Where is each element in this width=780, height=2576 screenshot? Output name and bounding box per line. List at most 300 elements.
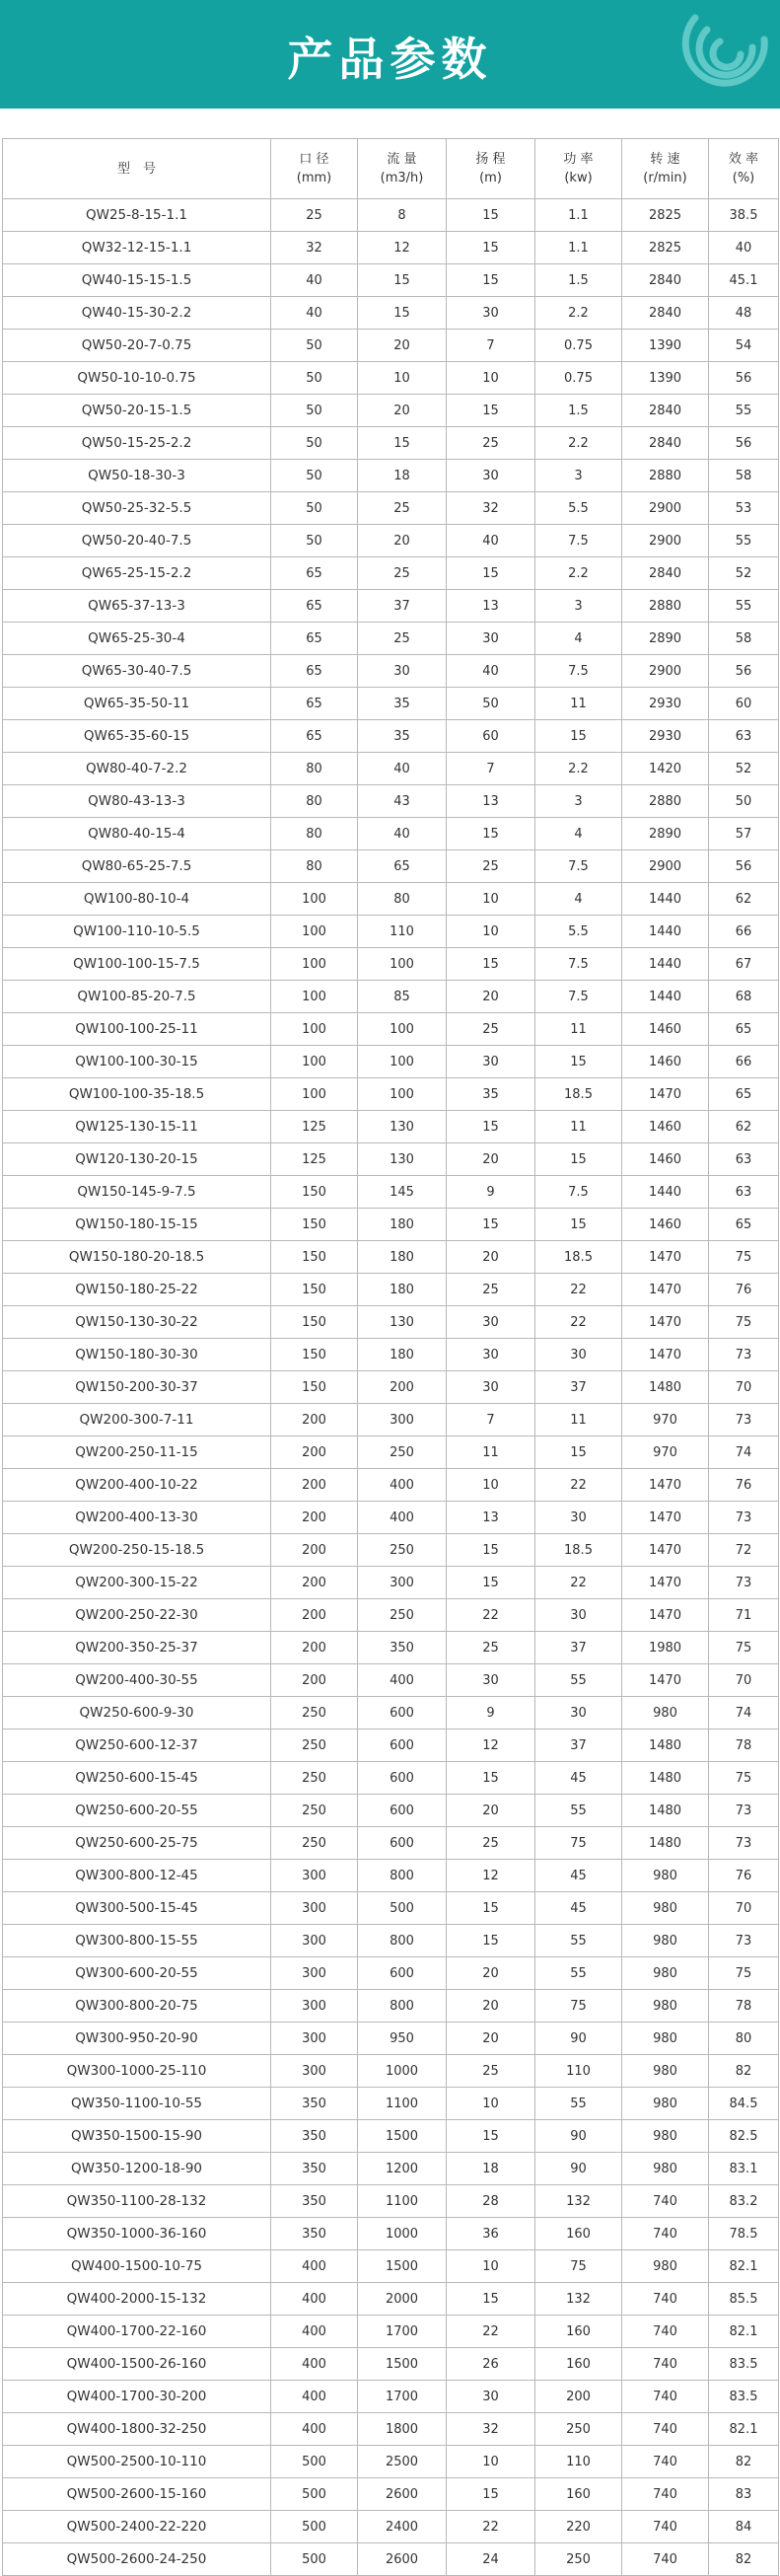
table-row	[3, 1111, 779, 1143]
table-body	[3, 199, 779, 2576]
value-cell: 180	[358, 1209, 447, 1241]
value-cell: 1000	[358, 2055, 447, 2088]
table-row	[3, 2446, 779, 2478]
value-cell: 250	[358, 1534, 447, 1567]
value-cell: 78.5	[709, 2218, 779, 2250]
value-cell: 76	[709, 1274, 779, 1306]
table-row	[3, 199, 779, 232]
value-cell: 84	[709, 2511, 779, 2543]
value-cell: 40	[271, 297, 358, 330]
column-header-label: 功 率	[563, 152, 594, 167]
value-cell: 15	[447, 232, 535, 264]
value-cell: 130	[358, 1306, 447, 1339]
value-cell: 35	[358, 720, 447, 753]
model-cell: QW100-100-30-15	[3, 1046, 271, 1078]
table-row	[3, 818, 779, 850]
value-cell: 2.2	[535, 557, 622, 590]
value-cell: 73	[709, 1795, 779, 1827]
value-cell: 100	[358, 948, 447, 981]
value-cell: 52	[709, 753, 779, 785]
model-cell: QW200-300-7-11	[3, 1404, 271, 1436]
table-row	[3, 1306, 779, 1339]
value-cell: 200	[271, 1567, 358, 1599]
value-cell: 15	[447, 1209, 535, 1241]
model-cell: QW400-1800-32-250	[3, 2413, 271, 2446]
model-cell: QW100-100-15-7.5	[3, 948, 271, 981]
value-cell: 1440	[622, 1176, 709, 1209]
value-cell: 80	[271, 818, 358, 850]
value-cell: 43	[358, 785, 447, 818]
value-cell: 800	[358, 1990, 447, 2023]
value-cell: 2840	[622, 264, 709, 297]
value-cell: 82.1	[709, 2250, 779, 2283]
table-row	[3, 1730, 779, 1762]
model-cell: QW400-1500-26-160	[3, 2348, 271, 2381]
value-cell: 56	[709, 850, 779, 883]
value-cell: 1500	[358, 2348, 447, 2381]
model-cell: QW65-35-50-11	[3, 688, 271, 720]
value-cell: 63	[709, 1143, 779, 1176]
value-cell: 20	[447, 1957, 535, 1990]
value-cell: 2880	[622, 785, 709, 818]
column-header-unit: (r/min)	[643, 171, 687, 185]
model-cell: QW150-200-30-37	[3, 1371, 271, 1404]
value-cell: 1100	[358, 2088, 447, 2120]
table-row	[3, 1827, 779, 1860]
value-cell: 2900	[622, 850, 709, 883]
value-cell: 25	[271, 199, 358, 232]
value-cell: 40	[358, 818, 447, 850]
value-cell: 75	[709, 1306, 779, 1339]
value-cell: 11	[535, 1404, 622, 1436]
value-cell: 600	[358, 1795, 447, 1827]
model-cell: QW100-110-10-5.5	[3, 916, 271, 948]
table-row	[3, 623, 779, 655]
value-cell: 980	[622, 1860, 709, 1892]
table-row	[3, 2088, 779, 2120]
value-cell: 82.1	[709, 2413, 779, 2446]
value-cell: 67	[709, 948, 779, 981]
value-cell: 30	[535, 1599, 622, 1632]
value-cell: 22	[535, 1274, 622, 1306]
value-cell: 1470	[622, 1502, 709, 1534]
value-cell: 56	[709, 427, 779, 460]
value-cell: 600	[358, 1730, 447, 1762]
value-cell: 740	[622, 2316, 709, 2348]
value-cell: 25	[358, 492, 447, 525]
value-cell: 40	[271, 264, 358, 297]
value-cell: 7.5	[535, 1176, 622, 1209]
value-cell: 200	[271, 1599, 358, 1632]
value-cell: 40	[447, 525, 535, 557]
value-cell: 28	[447, 2185, 535, 2218]
model-cell: QW350-1500-15-90	[3, 2120, 271, 2153]
value-cell: 13	[447, 1502, 535, 1534]
value-cell: 37	[535, 1730, 622, 1762]
value-cell: 50	[271, 427, 358, 460]
model-cell: QW40-15-30-2.2	[3, 297, 271, 330]
value-cell: 30	[447, 623, 535, 655]
value-cell: 55	[535, 2088, 622, 2120]
model-cell: QW300-950-20-90	[3, 2023, 271, 2055]
value-cell: 75	[535, 2250, 622, 2283]
value-cell: 9	[447, 1697, 535, 1730]
value-cell: 980	[622, 1697, 709, 1730]
column-header	[535, 139, 622, 199]
value-cell: 11	[447, 1436, 535, 1469]
value-cell: 1460	[622, 1209, 709, 1241]
value-cell: 37	[535, 1371, 622, 1404]
value-cell: 55	[535, 1925, 622, 1957]
value-cell: 500	[271, 2543, 358, 2576]
value-cell: 10	[447, 362, 535, 395]
value-cell: 18	[447, 2153, 535, 2185]
value-cell: 250	[535, 2543, 622, 2576]
model-cell: QW50-18-30-3	[3, 460, 271, 492]
value-cell: 980	[622, 2120, 709, 2153]
model-cell: QW50-25-32-5.5	[3, 492, 271, 525]
value-cell: 83.5	[709, 2348, 779, 2381]
value-cell: 62	[709, 1111, 779, 1143]
value-cell: 80	[271, 850, 358, 883]
value-cell: 1480	[622, 1371, 709, 1404]
value-cell: 2825	[622, 199, 709, 232]
table-row	[3, 2283, 779, 2316]
value-cell: 15	[447, 1762, 535, 1795]
table-row	[3, 460, 779, 492]
model-cell: QW150-180-15-15	[3, 1209, 271, 1241]
value-cell: 73	[709, 1404, 779, 1436]
model-cell: QW300-1000-25-110	[3, 2055, 271, 2088]
value-cell: 2880	[622, 590, 709, 623]
value-cell: 70	[709, 1892, 779, 1925]
value-cell: 30	[447, 1664, 535, 1697]
value-cell: 250	[358, 1599, 447, 1632]
value-cell: 71	[709, 1599, 779, 1632]
value-cell: 1460	[622, 1111, 709, 1143]
value-cell: 22	[535, 1469, 622, 1502]
value-cell: 3	[535, 590, 622, 623]
value-cell: 75	[709, 1957, 779, 1990]
model-cell: QW500-2500-10-110	[3, 2446, 271, 2478]
value-cell: 30	[447, 297, 535, 330]
value-cell: 7.5	[535, 850, 622, 883]
value-cell: 73	[709, 1567, 779, 1599]
value-cell: 0.75	[535, 362, 622, 395]
model-cell: QW100-85-20-7.5	[3, 981, 271, 1013]
value-cell: 15	[447, 1567, 535, 1599]
value-cell: 150	[271, 1306, 358, 1339]
column-header-unit: (mm)	[296, 171, 332, 185]
value-cell: 10	[447, 2250, 535, 2283]
column-header	[447, 139, 535, 199]
value-cell: 2500	[358, 2446, 447, 2478]
value-cell: 74	[709, 1436, 779, 1469]
table-row	[3, 1078, 779, 1111]
value-cell: 740	[622, 2511, 709, 2543]
value-cell: 2840	[622, 297, 709, 330]
value-cell: 740	[622, 2218, 709, 2250]
value-cell: 250	[271, 1697, 358, 1730]
value-cell: 30	[447, 2381, 535, 2413]
value-cell: 100	[358, 1078, 447, 1111]
value-cell: 54	[709, 330, 779, 362]
value-cell: 74	[709, 1697, 779, 1730]
value-cell: 18.5	[535, 1241, 622, 1274]
value-cell: 10	[358, 362, 447, 395]
model-cell: QW300-500-15-45	[3, 1892, 271, 1925]
value-cell: 15	[447, 948, 535, 981]
value-cell: 980	[622, 2250, 709, 2283]
value-cell: 7.5	[535, 948, 622, 981]
table-row	[3, 1795, 779, 1827]
table-row	[3, 1762, 779, 1795]
model-cell: QW80-65-25-7.5	[3, 850, 271, 883]
value-cell: 250	[271, 1795, 358, 1827]
value-cell: 10	[447, 916, 535, 948]
value-cell: 50	[271, 525, 358, 557]
value-cell: 25	[447, 1013, 535, 1046]
value-cell: 68	[709, 981, 779, 1013]
model-cell: QW100-80-10-4	[3, 883, 271, 916]
value-cell: 40	[358, 753, 447, 785]
model-cell: QW65-25-15-2.2	[3, 557, 271, 590]
table-row	[3, 2218, 779, 2250]
value-cell: 2890	[622, 818, 709, 850]
value-cell: 15	[535, 1209, 622, 1241]
value-cell: 11	[535, 688, 622, 720]
table-row	[3, 1925, 779, 1957]
value-cell: 1.1	[535, 232, 622, 264]
value-cell: 160	[535, 2316, 622, 2348]
value-cell: 180	[358, 1274, 447, 1306]
value-cell: 350	[271, 2120, 358, 2153]
table-row	[3, 395, 779, 427]
swirl-logo-icon	[666, 0, 774, 109]
value-cell: 15	[535, 1143, 622, 1176]
table-header-row	[3, 139, 779, 199]
value-cell: 980	[622, 2023, 709, 2055]
value-cell: 150	[271, 1241, 358, 1274]
value-cell: 2000	[358, 2283, 447, 2316]
table-row	[3, 948, 779, 981]
header-banner	[0, 0, 780, 109]
value-cell: 30	[535, 1502, 622, 1534]
value-cell: 160	[535, 2348, 622, 2381]
value-cell: 82	[709, 2055, 779, 2088]
value-cell: 400	[271, 2381, 358, 2413]
model-cell: QW350-1100-28-132	[3, 2185, 271, 2218]
model-cell: QW300-800-12-45	[3, 1860, 271, 1892]
value-cell: 980	[622, 1990, 709, 2023]
table-row	[3, 1469, 779, 1502]
model-cell: QW250-600-20-55	[3, 1795, 271, 1827]
column-header-label: 流 量	[387, 152, 417, 167]
value-cell: 11	[535, 1013, 622, 1046]
value-cell: 1200	[358, 2153, 447, 2185]
value-cell: 83.1	[709, 2153, 779, 2185]
table-row	[3, 1209, 779, 1241]
model-cell: QW200-400-10-22	[3, 1469, 271, 1502]
table-row	[3, 1143, 779, 1176]
value-cell: 90	[535, 2023, 622, 2055]
table-row	[3, 492, 779, 525]
value-cell: 950	[358, 2023, 447, 2055]
value-cell: 2840	[622, 557, 709, 590]
value-cell: 38.5	[709, 199, 779, 232]
value-cell: 22	[535, 1306, 622, 1339]
value-cell: 7	[447, 1404, 535, 1436]
value-cell: 10	[447, 2446, 535, 2478]
value-cell: 1440	[622, 948, 709, 981]
value-cell: 20	[447, 981, 535, 1013]
value-cell: 75	[709, 1241, 779, 1274]
table-row	[3, 720, 779, 753]
value-cell: 1500	[358, 2250, 447, 2283]
value-cell: 15	[447, 2120, 535, 2153]
value-cell: 3	[535, 460, 622, 492]
value-cell: 20	[358, 525, 447, 557]
value-cell: 1480	[622, 1762, 709, 1795]
value-cell: 400	[271, 2348, 358, 2381]
value-cell: 65	[709, 1209, 779, 1241]
value-cell: 2840	[622, 427, 709, 460]
table-row	[3, 1892, 779, 1925]
table-row	[3, 2120, 779, 2153]
table-row	[3, 1502, 779, 1534]
value-cell: 20	[447, 2023, 535, 2055]
value-cell: 10	[447, 2088, 535, 2120]
model-cell: QW300-800-15-55	[3, 1925, 271, 1957]
table-row	[3, 2316, 779, 2348]
model-cell: QW500-2600-15-160	[3, 2478, 271, 2511]
model-cell: QW50-20-40-7.5	[3, 525, 271, 557]
value-cell: 100	[358, 1013, 447, 1046]
value-cell: 62	[709, 883, 779, 916]
model-cell: QW80-40-15-4	[3, 818, 271, 850]
value-cell: 1460	[622, 1143, 709, 1176]
column-header	[622, 139, 709, 199]
value-cell: 15	[535, 1046, 622, 1078]
table-row	[3, 1664, 779, 1697]
value-cell: 150	[271, 1176, 358, 1209]
model-cell: QW300-800-20-75	[3, 1990, 271, 2023]
column-header-label: 型 号	[116, 161, 156, 177]
value-cell: 1700	[358, 2316, 447, 2348]
value-cell: 2840	[622, 395, 709, 427]
value-cell: 7	[447, 330, 535, 362]
value-cell: 200	[271, 1632, 358, 1664]
model-cell: QW25-8-15-1.1	[3, 199, 271, 232]
value-cell: 250	[535, 2413, 622, 2446]
column-header	[709, 139, 779, 199]
column-header-label: 口 径	[299, 152, 329, 167]
value-cell: 980	[622, 2153, 709, 2185]
value-cell: 2880	[622, 460, 709, 492]
table-row	[3, 1697, 779, 1730]
value-cell: 740	[622, 2348, 709, 2381]
value-cell: 400	[271, 2283, 358, 2316]
value-cell: 1470	[622, 1274, 709, 1306]
value-cell: 15	[358, 264, 447, 297]
value-cell: 500	[271, 2478, 358, 2511]
value-cell: 50	[447, 688, 535, 720]
value-cell: 300	[271, 1925, 358, 1957]
value-cell: 110	[535, 2446, 622, 2478]
value-cell: 100	[271, 1046, 358, 1078]
value-cell: 220	[535, 2511, 622, 2543]
model-cell: QW250-600-12-37	[3, 1730, 271, 1762]
value-cell: 22	[447, 2511, 535, 2543]
table-row	[3, 2381, 779, 2413]
value-cell: 2900	[622, 655, 709, 688]
value-cell: 40	[709, 232, 779, 264]
value-cell: 56	[709, 655, 779, 688]
table-row	[3, 916, 779, 948]
value-cell: 300	[271, 1860, 358, 1892]
model-cell: QW350-1100-10-55	[3, 2088, 271, 2120]
value-cell: 180	[358, 1339, 447, 1371]
value-cell: 30	[447, 1046, 535, 1078]
value-cell: 50	[709, 785, 779, 818]
value-cell: 70	[709, 1371, 779, 1404]
value-cell: 4	[535, 883, 622, 916]
table-row	[3, 2478, 779, 2511]
value-cell: 2.2	[535, 753, 622, 785]
value-cell: 37	[358, 590, 447, 623]
value-cell: 75	[709, 1632, 779, 1664]
value-cell: 13	[447, 785, 535, 818]
page-title: 产品参数	[287, 33, 493, 86]
value-cell: 12	[447, 1730, 535, 1762]
model-cell: QW350-1000-36-160	[3, 2218, 271, 2250]
value-cell: 12	[447, 1860, 535, 1892]
value-cell: 45	[535, 1892, 622, 1925]
value-cell: 200	[271, 1502, 358, 1534]
value-cell: 1480	[622, 1795, 709, 1827]
value-cell: 200	[358, 1371, 447, 1404]
value-cell: 13	[447, 590, 535, 623]
model-cell: QW200-250-11-15	[3, 1436, 271, 1469]
value-cell: 56	[709, 362, 779, 395]
table-row	[3, 525, 779, 557]
value-cell: 20	[447, 1241, 535, 1274]
value-cell: 83	[709, 2478, 779, 2511]
value-cell: 25	[447, 1274, 535, 1306]
value-cell: 37	[535, 1632, 622, 1664]
value-cell: 1390	[622, 330, 709, 362]
value-cell: 45.1	[709, 264, 779, 297]
value-cell: 1800	[358, 2413, 447, 2446]
value-cell: 7.5	[535, 655, 622, 688]
value-cell: 300	[271, 1990, 358, 2023]
value-cell: 100	[271, 916, 358, 948]
value-cell: 1.1	[535, 199, 622, 232]
value-cell: 300	[271, 1957, 358, 1990]
value-cell: 30	[447, 1371, 535, 1404]
value-cell: 18	[358, 460, 447, 492]
value-cell: 20	[447, 1990, 535, 2023]
model-cell: QW125-130-15-11	[3, 1111, 271, 1143]
spec-table	[2, 138, 779, 2576]
value-cell: 1.5	[535, 395, 622, 427]
value-cell: 84.5	[709, 2088, 779, 2120]
value-cell: 65	[271, 720, 358, 753]
value-cell: 80	[271, 753, 358, 785]
table-row	[3, 785, 779, 818]
value-cell: 1480	[622, 1730, 709, 1762]
value-cell: 145	[358, 1176, 447, 1209]
